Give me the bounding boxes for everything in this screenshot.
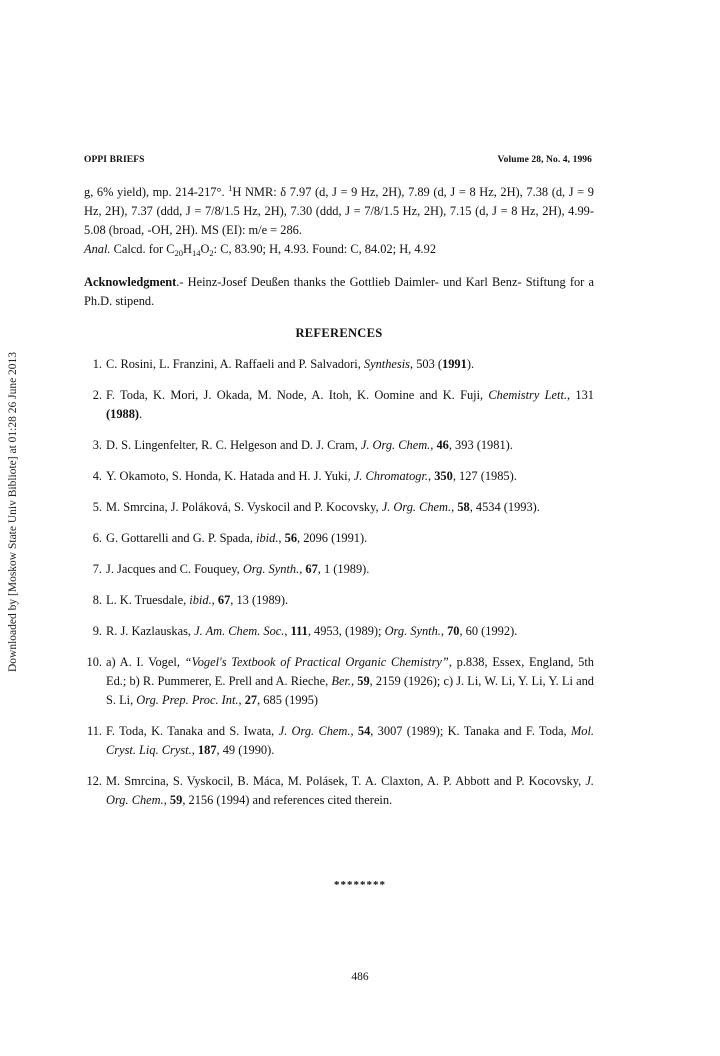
reference-text: 70 bbox=[447, 624, 460, 638]
reference-text: 56 bbox=[284, 531, 298, 545]
journal-section: OPPI BRIEFS bbox=[84, 155, 145, 165]
reference-text: (1988) bbox=[106, 407, 140, 421]
reference-text: . bbox=[139, 407, 143, 421]
reference-text: 58 bbox=[457, 500, 470, 514]
reference-text: F. Toda, K. Tanaka and S. Iwata, bbox=[106, 724, 279, 738]
reference-text: , bbox=[351, 674, 358, 688]
reference-text: Chemistry Lett. bbox=[488, 388, 568, 402]
reference-number: 7 . bbox=[84, 560, 102, 579]
reference-text: , bbox=[428, 469, 435, 483]
reference-text: , 49 (1990). bbox=[216, 743, 275, 757]
reference-text: J. Am. Chem. Soc. bbox=[194, 624, 285, 638]
reference-text: Org. Synth. bbox=[242, 562, 300, 576]
reference-number: 2 . bbox=[84, 386, 102, 405]
reference-text: , p.838, Essex, England, 5th Ed.; b) R. Pummerer, E. Prell and A. Rieche, bbox=[106, 655, 594, 688]
reference-text: , bbox=[238, 693, 245, 707]
reference-text: , bbox=[430, 438, 437, 452]
reference-number: 11 . bbox=[84, 722, 102, 741]
reference-item bbox=[84, 591, 594, 610]
reference-item bbox=[84, 622, 594, 641]
reference-text: 54 bbox=[357, 724, 371, 738]
reference-text: , 393 (1981). bbox=[448, 438, 513, 452]
reference-number: 3 . bbox=[84, 436, 102, 455]
reference-item bbox=[84, 467, 594, 486]
reference-text: , 13 (1989). bbox=[230, 593, 289, 607]
reference-text: , 2096 (1991). bbox=[297, 531, 368, 545]
reference-text: Synthesis bbox=[363, 357, 411, 371]
reference-text: 67 bbox=[217, 593, 231, 607]
nmr-paragraph: g, 6% yield), mp. 214-217°. $^1$H NMR: δ 7.97 (d, J = 9 Hz, 2H), 7.89 (d, J = 8 Hz, 2H), 7.38 (d, J = 9 Hz, 2H), 7.37 (ddd, J = 7/8/1.5 Hz, 2H), 7.30 (ddd, J = 7/8/1.5 Hz, 2H), 7.15 (d, J = 8 Hz, 2H), 4.99-5.08 (broad, -OH, 2H). MS (EI): m/e = 286. bbox=[84, 183, 594, 237]
reference-text: a) A. I. Vogel, bbox=[106, 655, 185, 669]
reference-text: , bbox=[278, 531, 285, 545]
reference-text: 59 bbox=[169, 793, 183, 807]
reference-number: 9 . bbox=[84, 622, 102, 641]
reference-item bbox=[84, 772, 594, 810]
reference-text: , 1 (1989). bbox=[317, 562, 370, 576]
reference-text: G. Gottarelli and G. P. Spada, bbox=[106, 531, 257, 545]
reference-text: D. S. Lingenfelter, R. C. Helgeson and D. J. Cram, bbox=[106, 438, 361, 452]
reference-text: Y. Okamoto, S. Honda, K. Hatada and H. J. Yuki, bbox=[106, 469, 354, 483]
reference-number: 12 . bbox=[84, 772, 102, 791]
running-header bbox=[84, 153, 592, 167]
reference-text: 187 bbox=[197, 743, 217, 757]
reference-text: C. Rosini, L. Franzini, A. Raffaeli and P. Salvadori, bbox=[106, 357, 364, 371]
reference-text: 59 bbox=[357, 674, 370, 688]
reference-text: Org. Prep. Proc. Int. bbox=[136, 693, 239, 707]
reference-text: , 131 bbox=[567, 388, 594, 402]
reference-text: R. J. Kazlauskas, bbox=[106, 624, 195, 638]
reference-text: J. Chromatogr. bbox=[353, 469, 429, 483]
reference-text: M. Smrcina, J. Poláková, S. Vyskocil and P. Kocovsky, bbox=[106, 500, 382, 514]
reference-text: , bbox=[350, 724, 358, 738]
reference-text: “Vogel's Textbook of Practical Organic Chemistry” bbox=[184, 655, 449, 669]
reference-text: ibid. bbox=[256, 531, 279, 545]
reference-text: ibid. bbox=[189, 593, 212, 607]
reference-text: , bbox=[191, 743, 198, 757]
reference-text: , 127 (1985). bbox=[452, 469, 517, 483]
reference-number: 10 . bbox=[84, 653, 102, 672]
reference-text: ). bbox=[466, 357, 475, 371]
reference-item bbox=[84, 436, 594, 455]
reference-number: 8 . bbox=[84, 591, 102, 610]
reference-text: , bbox=[163, 793, 170, 807]
reference-number: 1 . bbox=[84, 355, 102, 374]
reference-text: , bbox=[451, 500, 458, 514]
reference-text: J. Jacques and C. Fouquey, bbox=[106, 562, 243, 576]
reference-text: Mol. Cryst. Liq. Cryst. bbox=[106, 724, 594, 757]
reference-text: , 2159 (1926); c) J. Li, W. Li, Y. Li, Y. Li and S. Li, bbox=[106, 674, 594, 707]
analysis-line: Anal. Calcd. for $C_{20}H_{14}O_2$: C, 83.90; H, 4.93. Found: C, 84.02; H, 4.92 bbox=[84, 242, 437, 258]
reference-text: , bbox=[440, 624, 448, 638]
reference-text: Ber. bbox=[331, 674, 351, 688]
reference-text: , 3007 (1989); K. Tanaka and F. Toda, bbox=[370, 724, 571, 738]
reference-item bbox=[84, 355, 594, 374]
reference-text: M. Smrcina, S. Vyskocil, B. Máca, M. Polásek, T. A. Claxton, A. P. Abbott and P. Kocovsky, bbox=[106, 774, 586, 788]
reference-item bbox=[84, 653, 594, 710]
main-content bbox=[84, 183, 594, 822]
reference-text: , 685 (1995) bbox=[257, 693, 319, 707]
reference-text: L. K. Truesdale, bbox=[106, 593, 190, 607]
references-list bbox=[84, 355, 594, 810]
reference-item bbox=[84, 386, 594, 424]
reference-item bbox=[84, 560, 594, 579]
reference-number: 5 . bbox=[84, 498, 102, 517]
download-watermark: Downloaded by [Moskow State Univ Bibliote] at 01:28 26 June 2013 bbox=[7, 351, 19, 673]
reference-text: , bbox=[299, 562, 306, 576]
reference-text: 27 bbox=[244, 693, 258, 707]
reference-text: , 4534 (1993). bbox=[469, 500, 540, 514]
reference-text: 350 bbox=[434, 469, 453, 483]
reference-text: J. Org. Chem. bbox=[360, 438, 431, 452]
reference-text: Org. Synth. bbox=[384, 624, 441, 638]
reference-text: , bbox=[211, 593, 218, 607]
reference-text: , 4953, (1989); bbox=[307, 624, 385, 638]
page-number: 486 bbox=[351, 971, 369, 983]
volume-info: Volume 28, No. 4, 1996 bbox=[497, 155, 592, 165]
reference-text: 67 bbox=[305, 562, 318, 576]
reference-text: 1991 bbox=[442, 357, 467, 371]
reference-text: , 2156 (1994) and references cited therein. bbox=[182, 793, 393, 807]
reference-text: 111 bbox=[290, 624, 308, 638]
reference-item bbox=[84, 498, 594, 517]
reference-text: J. Org. Chem. bbox=[278, 724, 351, 738]
reference-item bbox=[84, 722, 594, 760]
reference-text: 46 bbox=[436, 438, 449, 452]
reference-text: , 60 (1992). bbox=[459, 624, 518, 638]
reference-number: 4 . bbox=[84, 467, 102, 486]
acknowledgment-paragraph: Acknowledgment.- Heinz-Josef Deußen thanks the Gottlieb Daimler- und Karl Benz- Stiftung for a Ph.D. stipend. bbox=[84, 275, 594, 308]
reference-text: J. Org. Chem. bbox=[106, 774, 594, 807]
reference-number: 6 . bbox=[84, 529, 102, 548]
reference-text: F. Toda, K. Mori, J. Okada, M. Node, A. Itoh, K. Oomine and K. Fuji, bbox=[106, 388, 489, 402]
reference-text: , bbox=[284, 624, 291, 638]
reference-item bbox=[84, 529, 594, 548]
references-heading: REFERENCES bbox=[295, 326, 383, 340]
reference-text: J. Org. Chem. bbox=[381, 500, 452, 514]
end-marker: ******** bbox=[334, 879, 386, 891]
reference-text: , 503 ( bbox=[410, 357, 443, 371]
